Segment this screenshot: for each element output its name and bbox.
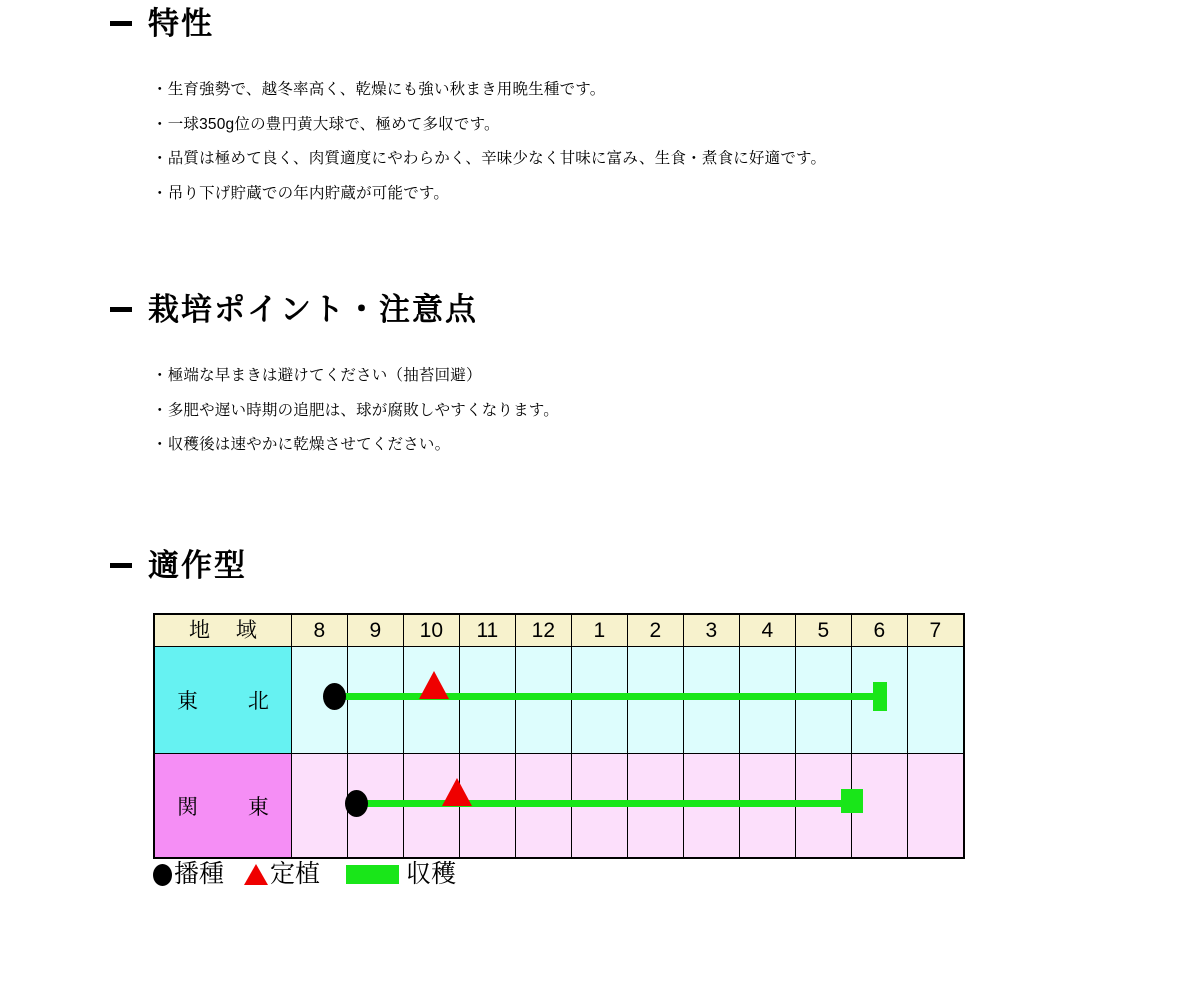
bullet-list-tokusei — [152, 82, 826, 220]
column-header-month-8: 8 — [291, 614, 347, 647]
cell-tohoku-6 — [851, 647, 907, 754]
cell-kanto-6 — [851, 754, 907, 859]
cell-kanto-4 — [739, 754, 795, 859]
column-header-month-11: 11 — [459, 614, 515, 647]
page-title-tokusei: 特性 — [148, 6, 214, 41]
column-header-month-7: 7 — [907, 614, 964, 647]
cell-tohoku-5 — [795, 647, 851, 754]
cell-kanto-7 — [907, 754, 964, 859]
table-header-row — [154, 614, 964, 647]
column-header-region: 地 域 — [154, 614, 291, 647]
column-header-month-9: 9 — [347, 614, 403, 647]
column-header-month-4: 4 — [739, 614, 795, 647]
cell-kanto-11 — [459, 754, 515, 859]
column-header-month-10: 10 — [403, 614, 459, 647]
cell-kanto-2 — [627, 754, 683, 859]
legend-item-harvest — [340, 862, 456, 887]
cell-tohoku-3 — [683, 647, 739, 754]
crop-calendar — [153, 613, 965, 859]
cell-tohoku-1 — [571, 647, 627, 754]
cell-kanto-10 — [403, 754, 459, 859]
column-header-month-1: 1 — [571, 614, 627, 647]
bar-icon — [346, 865, 399, 884]
cell-tohoku-9 — [347, 647, 403, 754]
circle-icon — [153, 864, 172, 886]
region-label-kanto: 関 東 — [154, 754, 291, 859]
cell-tohoku-2 — [627, 647, 683, 754]
bullet-list-saibai — [152, 368, 559, 472]
legend-label-harvest: 収穫 — [406, 860, 457, 888]
cell-kanto-8 — [291, 754, 347, 859]
list-item: ・生育強勢で、越冬率高く、乾燥にも強い秋まき用晩生種です。 — [152, 81, 606, 98]
column-header-month-2: 2 — [627, 614, 683, 647]
page-title-tekisaku: 適作型 — [148, 548, 247, 583]
table-row — [154, 647, 964, 754]
cell-tohoku-11 — [459, 647, 515, 754]
list-item: ・品質は極めて良く、肉質適度にやわらかく、辛味少なく甘味に富み、生食・煮食に好適です。 — [152, 150, 827, 167]
cell-tohoku-7 — [907, 647, 964, 754]
heading-dash-icon — [110, 21, 132, 26]
cell-tohoku-10 — [403, 647, 459, 754]
section-heading-tokusei — [110, 8, 214, 39]
column-header-month-5: 5 — [795, 614, 851, 647]
column-header-month-6: 6 — [851, 614, 907, 647]
column-header-month-3: 3 — [683, 614, 739, 647]
cell-kanto-5 — [795, 754, 851, 859]
legend-item-sowing — [153, 862, 224, 887]
list-item: ・収穫後は速やかに乾燥させてください。 — [152, 436, 451, 453]
legend-item-planting — [244, 862, 320, 887]
section-heading-saibai — [110, 294, 478, 325]
cell-kanto-12 — [515, 754, 571, 859]
cell-tohoku-8 — [291, 647, 347, 754]
column-header-month-12: 12 — [515, 614, 571, 647]
legend-label-sowing: 播種 — [174, 860, 225, 888]
heading-dash-icon — [110, 307, 132, 312]
list-item: ・吊り下げ貯蔵での年内貯蔵が可能です。 — [152, 184, 450, 202]
cell-kanto-3 — [683, 754, 739, 859]
triangle-icon — [244, 864, 268, 885]
region-label-tohoku: 東 北 — [154, 647, 291, 754]
cell-tohoku-4 — [739, 647, 795, 754]
table-row — [154, 754, 964, 859]
list-item: ・極端な早まきは避けてください（抽苔回避） — [152, 367, 482, 384]
cell-kanto-9 — [347, 754, 403, 859]
list-item: ・多肥や遅い時期の追肥は、球が腐敗しやすくなります。 — [152, 401, 559, 419]
list-item: ・一球350g位の豊円黄大球で、極めて多収です。 — [152, 115, 500, 133]
cell-kanto-1 — [571, 754, 627, 859]
section-heading-tekisaku — [110, 550, 247, 581]
crop-calendar-legend — [153, 862, 476, 887]
heading-dash-icon — [110, 563, 132, 568]
legend-label-planting: 定植 — [270, 860, 321, 888]
cell-tohoku-12 — [515, 647, 571, 754]
crop-calendar-table — [153, 613, 965, 859]
page-title-saibai: 栽培ポイント・注意点 — [148, 292, 478, 327]
